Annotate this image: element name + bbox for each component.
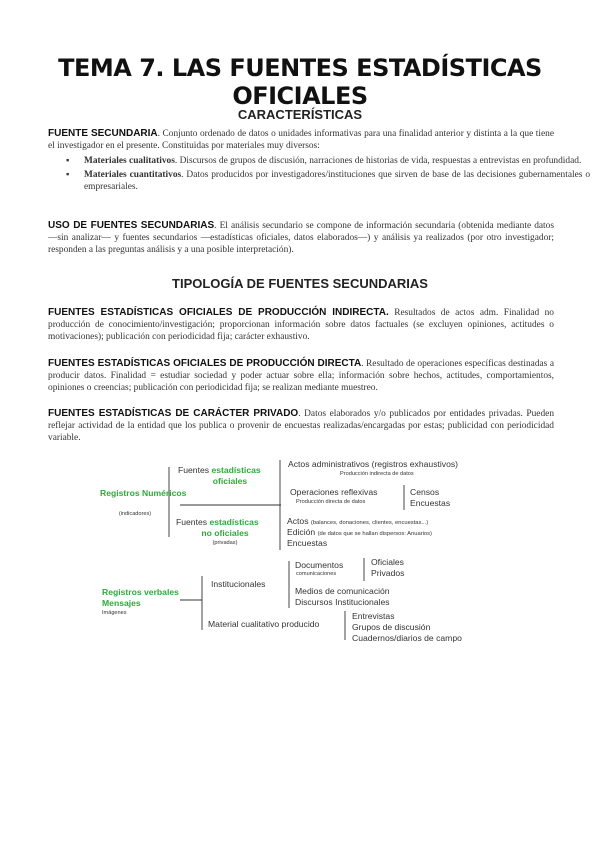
diagram-fuentes-oficiales	[178, 465, 261, 475]
diagram-edicion-detalle: (de datos que se hallan dispersos: Anuarios)	[317, 531, 432, 537]
section-heading-caracteristicas: CARACTERÍSTICAS	[237, 107, 363, 122]
diagram-documentos: Documentos	[295, 560, 344, 570]
diagram-fuentes-label: Fuentes	[178, 465, 210, 475]
diagram-edicion-label: Edición	[287, 527, 316, 537]
diagram-actos-label: Actos	[287, 516, 309, 526]
diagram-no-oficiales-label: no oficiales	[201, 528, 249, 538]
definition-fuente-secundaria: . Conjunto ordenado de datos o unidades informativas para una finalidad anterior y distinta a la que tiene el investigador en el presente. Constituidas por materiales muy diversos:	[48, 129, 554, 151]
diagram-produccion-indirecta: Producción indirecta de datos	[340, 471, 414, 477]
diagram-institucionales: Institucionales	[211, 579, 266, 589]
bullet-icon: ▪	[66, 156, 70, 166]
diagram-estadisticas-label: estadísticas	[211, 465, 261, 475]
diagram-encuestas-2: Encuestas	[287, 538, 328, 548]
diagram-oficiales-2: Oficiales	[371, 557, 404, 567]
diagram-entrevistas: Entrevistas	[352, 611, 395, 621]
diagram-privadas-label: (privadas)	[212, 540, 238, 546]
diagram-registros-verbales: Registros verbales	[102, 587, 179, 597]
diagram-oficiales-label: oficiales	[212, 476, 248, 486]
diagram-registros-numericos: Registros Numéricos	[100, 488, 187, 498]
diagram-encuestas: Encuestas	[410, 498, 451, 508]
definition-materiales-cualitativos: . Discursos de grupos de discusión, narraciones de historias de vida, respuestas a entrevistas en profundidad.	[174, 156, 582, 166]
definition-materiales-cuantitativos: . Datos producidos por investigadores/instituciones que sirven de base de las decisiones gubernamentales o empresariales.	[84, 170, 591, 192]
term-fuente-secundaria: FUENTE SECUNDARIA	[48, 128, 158, 139]
term-materiales-cuantitativos: Materiales cuantitativos	[84, 170, 182, 180]
term-produccion-directa: FUENTES ESTADÍSTICAS OFICIALES DE PRODUCCIÓN DIRECTA	[48, 358, 362, 369]
diagram-grupos: Grupos de discusión	[352, 622, 431, 632]
definition-produccion-directa: . Resultado de operaciones específicas destinadas a producir datos. Finalidad = estudiar sociedad y poder actuar sobre ella; información sobre hechos, actitudes, comportamientos, opiniones o creencias; publicación con periodicidad fija; se realizan mediante muestreo.	[48, 359, 554, 393]
definition-produccion-indirecta: Resultados de actos adm. Finalidad no producción de conocimiento/investigación; proporcionan información sobre datos factuales (se excluyen opiniones, actitudes o motivaciones); publicación con periodicidad fija; carácter exhaustivo.	[48, 308, 554, 342]
diagram-discursos: Discursos Institucionales	[295, 597, 390, 607]
diagram-comunicaciones: comunicaciones	[296, 571, 337, 577]
diagram-censos: Censos	[410, 487, 440, 497]
definition-caracter-privado: . Datos elaborados y/o publicados por entidades privadas. Pueden reflejar actividad de la entidad que los publica o provenir de encuestas realizadas/encargadas por estas; publicidad con periodicidad variable.	[48, 409, 555, 443]
diagram-privados: Privados	[371, 568, 405, 578]
term-caracter-privado: FUENTES ESTADÍSTICAS DE CARÁCTER PRIVADO	[48, 408, 299, 419]
bullet-icon: ▪	[66, 170, 70, 180]
diagram-cuadernos: Cuadernos/diarios de campo	[352, 633, 462, 643]
diagram-mensajes: Mensajes	[102, 598, 141, 608]
diagram-material-cualitativo: Material cualitativo producido	[208, 619, 320, 629]
diagram-indicadores: (indicadores)	[118, 511, 152, 517]
section-heading-tipologia: TIPOLOGÍA DE FUENTES SECUNDARIAS	[172, 276, 428, 291]
page-title: TEMA 7. LAS FUENTES ESTADÍSTICAS OFICIALES	[58, 54, 542, 110]
term-produccion-indirecta: FUENTES ESTADÍSTICAS OFICIALES DE PRODUCCIÓN INDIRECTA.	[48, 307, 389, 318]
diagram-operaciones-reflexivas: Operaciones reflexivas	[290, 487, 378, 497]
diagram-actos-administrativos: Actos administrativos (registros exhaustivos)	[288, 459, 459, 469]
diagram-produccion-directa: Producción directa de datos	[296, 499, 366, 505]
diagram-actos-detalle: (balances, donaciones, clientes, encuestas...)	[310, 520, 429, 526]
term-materiales-cualitativos: Materiales cualitativos	[84, 156, 175, 166]
diagram-imagenes: Imágenes	[102, 610, 127, 616]
diagram-estadisticas-label-2: estadísticas	[209, 517, 259, 527]
diagram-fuentes-no-oficiales	[176, 517, 259, 527]
diagram-medios: Medios de comunicación	[295, 586, 390, 596]
term-uso-fuentes: USO DE FUENTES SECUNDARIAS	[48, 220, 215, 231]
diagram-fuentes-label-2: Fuentes	[176, 517, 208, 527]
definition-uso-fuentes: . El análisis secundario se compone de información secundaria (obtenida mediante datos —sin analizar— y fuentes secundarios —estadísticas oficiales, datos elaborados—) y análisis ya realizados (por otro investigador; responden a las preguntas análisis y a una posible interpretación).	[48, 221, 554, 255]
